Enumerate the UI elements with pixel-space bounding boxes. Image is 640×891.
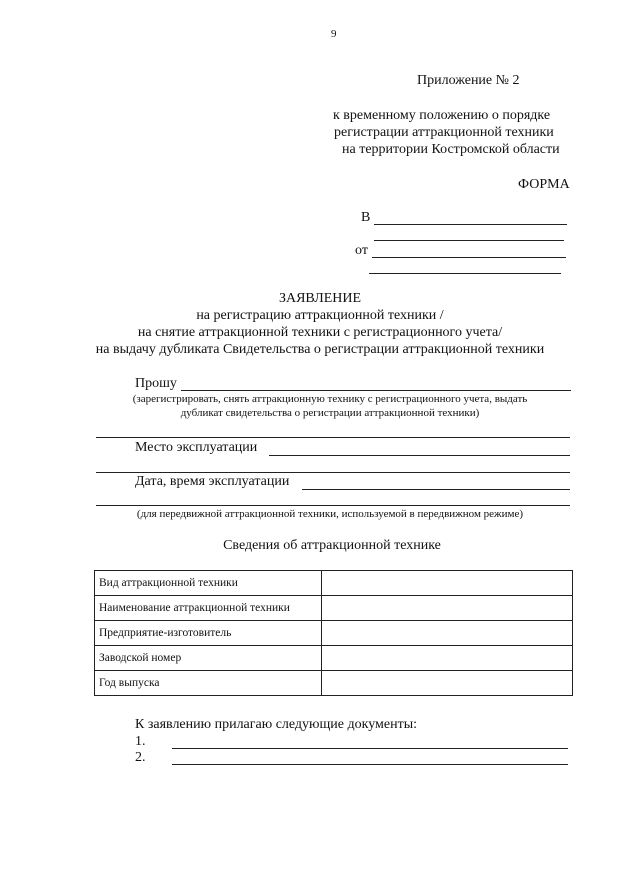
info-row-value[interactable] — [322, 646, 573, 671]
application-subtitle: на снятие аттракционной техники с регистрационного учета/ — [137, 325, 503, 340]
appendix-title: Приложение № 2 — [417, 73, 520, 88]
info-row-value[interactable] — [322, 621, 573, 646]
info-row-label: Заводской номер — [95, 646, 322, 671]
table-row — [95, 646, 573, 671]
from-input-line-2[interactable] — [369, 273, 561, 274]
table-row — [95, 571, 573, 596]
info-row-label: Год выпуска — [95, 671, 322, 696]
info-row-label: Предприятие-изготовитель — [95, 621, 322, 646]
location-input-line[interactable] — [269, 455, 570, 456]
application-subtitle: на выдачу дубликата Свидетельства о регистрации аттракционной техники — [95, 342, 545, 357]
datetime-input-line-2[interactable] — [96, 505, 570, 506]
appendix-line: регистрации аттракционной техники — [334, 125, 554, 140]
datetime-label: Дата, время эксплуатации — [135, 474, 290, 489]
attachment-number: 2. — [135, 750, 146, 765]
request-hint: дубликат свидетельства о регистрации аттракционной техники) — [180, 407, 480, 419]
info-row-value[interactable] — [322, 596, 573, 621]
info-title: Сведения об аттракционной технике — [223, 538, 441, 553]
attachment-input-line[interactable] — [172, 764, 568, 765]
form-label: ФОРМА — [518, 177, 570, 192]
to-input-line-2[interactable] — [374, 240, 564, 241]
info-row-value[interactable] — [322, 571, 573, 596]
info-row-value[interactable] — [322, 671, 573, 696]
attachments-label: К заявлению прилагаю следующие документы: — [135, 717, 418, 732]
request-hint: (зарегистрировать, снять аттракционную технику с регистрационного учета, выдать — [132, 393, 528, 405]
request-input-line[interactable] — [181, 390, 571, 391]
datetime-input-line[interactable] — [302, 489, 570, 490]
appendix-line: к временному положению о порядке — [333, 108, 551, 123]
to-input-line[interactable] — [374, 224, 567, 225]
from-input-line[interactable] — [372, 257, 566, 258]
location-label: Место эксплуатации — [135, 440, 258, 455]
from-label: от — [355, 243, 368, 258]
info-row-label: Наименование аттракционной техники — [95, 596, 322, 621]
mobile-hint: (для передвижной аттракционной техники, используемой в передвижном режиме) — [136, 508, 524, 520]
info-row-label: Вид аттракционной техники — [95, 571, 322, 596]
table-row — [95, 671, 573, 696]
attachment-number: 1. — [135, 734, 146, 749]
request-label: Прошу — [135, 376, 177, 391]
table-row — [95, 596, 573, 621]
table-row — [95, 621, 573, 646]
location-input-line-2[interactable] — [96, 472, 570, 473]
request-input-line-2[interactable] — [96, 437, 570, 438]
page-number: 9 — [331, 28, 337, 40]
application-title: ЗАЯВЛЕНИЕ — [278, 291, 362, 306]
to-label: В — [361, 210, 371, 225]
application-subtitle: на регистрацию аттракционной техники / — [196, 308, 444, 323]
info-table — [94, 570, 573, 696]
attachment-input-line[interactable] — [172, 748, 568, 749]
appendix-line: на территории Костромской области — [342, 142, 560, 157]
